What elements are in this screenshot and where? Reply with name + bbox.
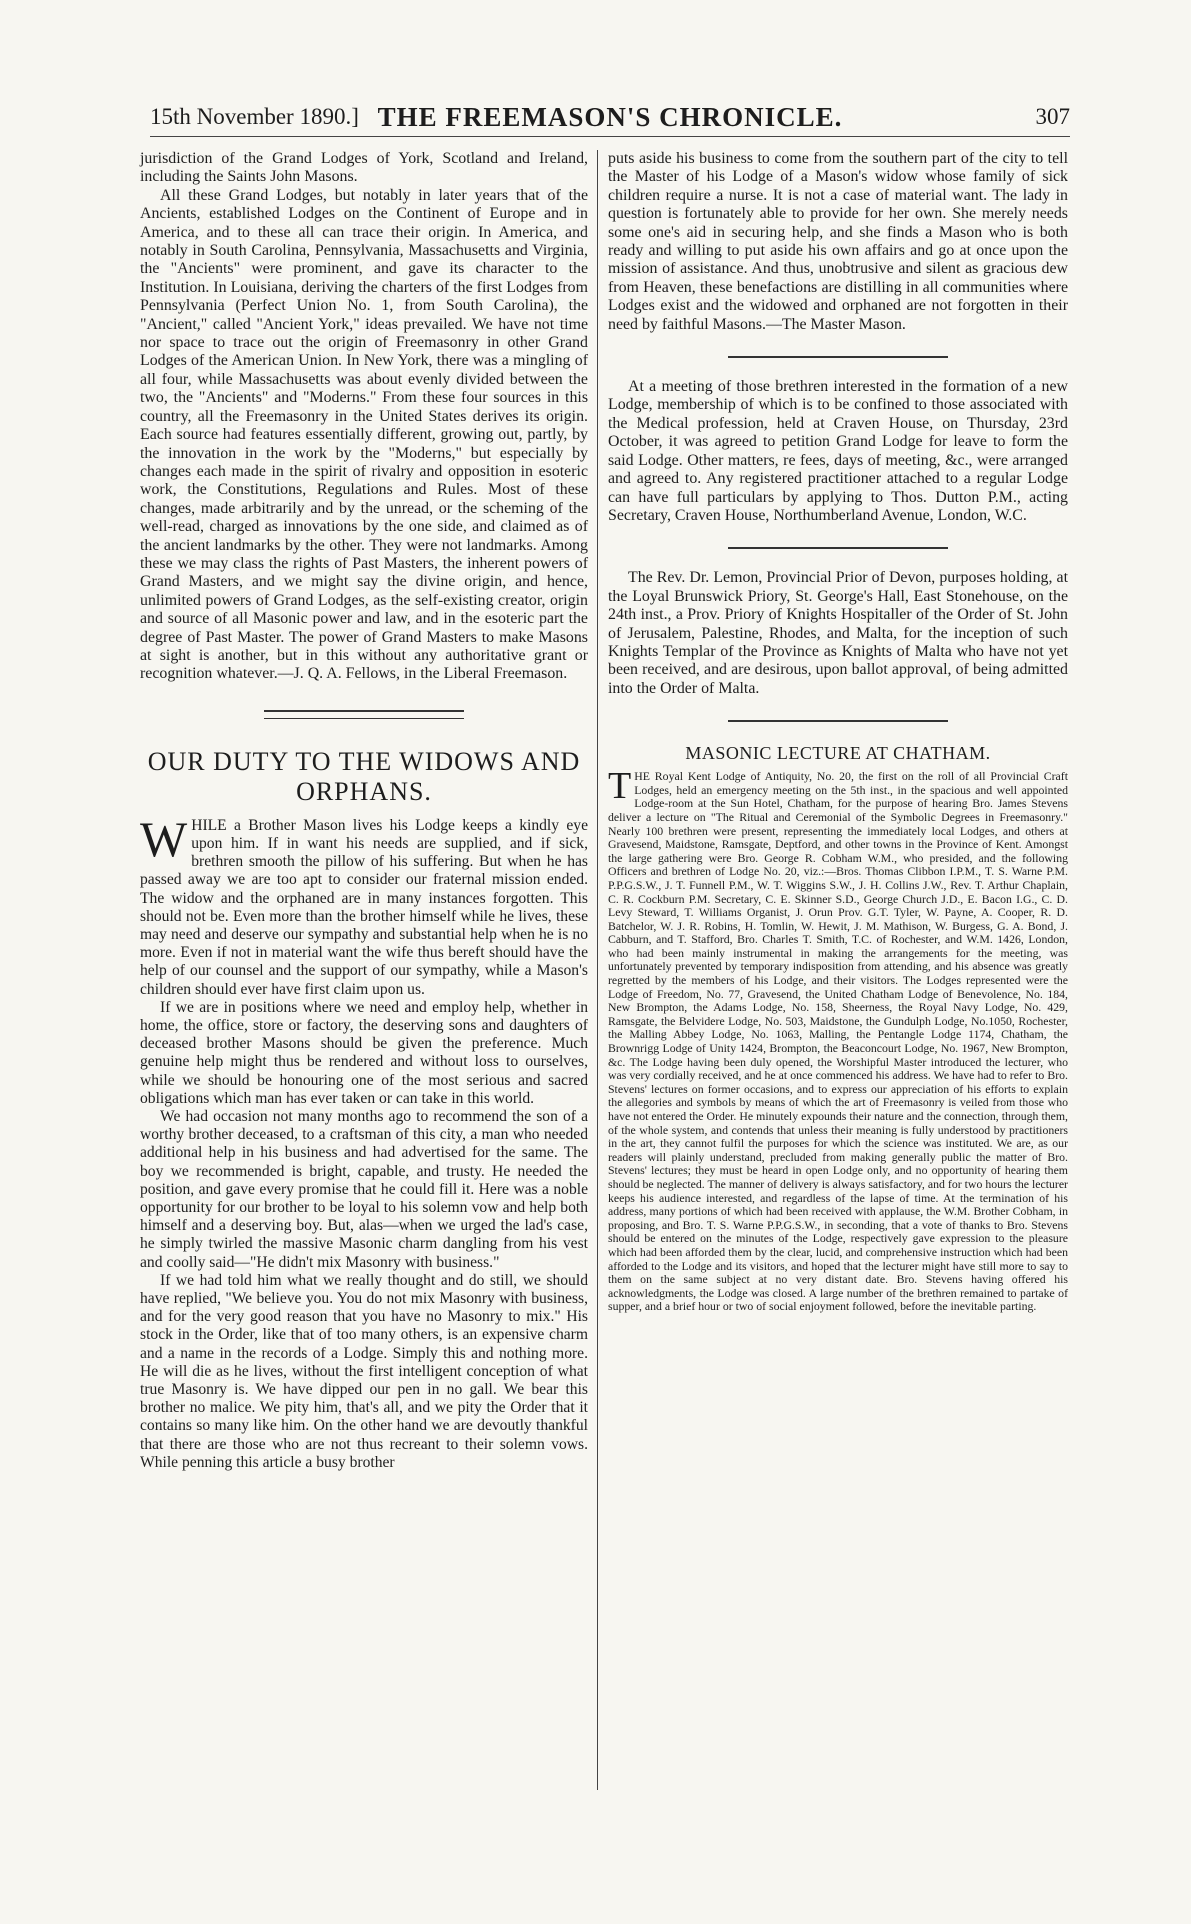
article-continuation-lead: jurisdiction of the Grand Lodges of York, Scotland and Ireland, including the Saints John Masons. [140, 150, 588, 186]
medical-lodge-notice: At a meeting of those brethren interested in the formation of a new Lodge, membership of which is to be confined to those associated with the Medical profession, held at Craven House, on Thursday, 23rd October, it was agreed to petition Grand Lodge for leave to form the said Lodge. Other matters, re fees, days of meeting, &c., were arranged and agreed to. Any registered practitioner attached to a regular Lodge can have full particulars by applying to Thos. Dutton P.M., acting Secretary, Craven House, Northumberland Avenue, London, W.C. [608, 378, 1068, 524]
article-separator [728, 547, 948, 549]
widows-paragraph-4: If we had told him what we really thought and do still, we should have replied, "We believe you. You do not mix Masonry with business, and for the very good reason that you have no Masonry to mix." His stock in the Order, like that of too many others, is an expensive charm and a name in the records of a Lodge. Simply this and nothing more. He will die as he lives, without the first intelligent conception of what true Masonry is. We have dipped our pen in no gall. We bear this brother no malice. We pity him, that's all, and we pity the Order that it contains so many like him. On the other hand we are devoutly thankful that there are those who are not thus recreant to their solemn vows. While penning this article a busy brother [140, 1271, 588, 1471]
publication-title: THE FREEMASON'S CHRONICLE. [377, 102, 843, 132]
right-column [608, 150, 1068, 1314]
article-separator [728, 356, 948, 358]
issue-date: 15th November 1890.] [150, 104, 359, 129]
column-divider [597, 150, 598, 1790]
lecture-article-heading: MASONIC LECTURE AT CHATHAM. [685, 743, 991, 764]
lecture-article-text [608, 765, 1068, 1314]
widows-paragraph-1 [140, 810, 588, 999]
article-grand-lodges-text: All these Grand Lodges, but notably in later years that of the Ancients, established Lodges on the Continent of Europe and in America, and to these all can trace their origin. In America, and notably in South Carolina, Pennsylvania, Massachusetts and Virginia, the "Ancients" were prominent, and gave its character to the Institution. In Louisiana, deriving the charters of the first Lodges from Pennsylvania (Perfect Union No. 1, from South Carolina), the "Ancient," called "Ancient York," ideas prevailed. We have not time nor space to trace out the origin of Freemasonry in other Grand Lodges of the American Union. In New York, there was a mingling of all four, while Massachusetts was about evenly divided between the two, the "Ancients" and "Moderns." From these four sources in this country, all the Freemasonry in the United States derives its origin. Each source had features essentially different, growing out, partly, by the innovation in the work by the "Moderns," but especially by changes each made in the spirit of rivalry and opposition in esoteric work, the Constitutions, Regulations and Rules. Most of these changes, made arbitrarily and by the unread, or the scheming of the well-read, charged as innovations by the one side, and claimed as of the ancient landmarks by the other. They were not landmarks. Among these we may class the rights of Past Masters, the inherent powers of Grand Masters, and we might say the divine origin, and hence, unlimited powers of Grand Lodges, as the self-existing creator, origin and source of all Masonic power and law, and in the esoteric part the degree of Past Master. The power of Grand Masters to make Masons at sight is another, but in this without any authoritative grant or recognition whatever.—J. Q. A. Fellows, in the Liberal Freemason. [140, 186, 588, 683]
article-separator [728, 720, 948, 722]
lecture-drop-cap: T [608, 765, 632, 808]
widows-article-heading: OUR DUTY TO THE WIDOWS AND ORPHANS. [147, 746, 581, 806]
article-separator [264, 710, 464, 719]
page-number: 307 [1035, 104, 1070, 129]
widows-paragraph-1-text: HILE a Brother Mason lives his Lodge keeps a kindly eye upon him. If in want his needs are supplied, and if sick, brethren smooth the pillow of his suffering. But when he has passed away we are too apt to consider our fraternal mission ended. The widow and the orphaned are in many instances forgotten. This should not be. Even more than the brother himself while he lives, these may need and deserve our sympathy and substantial help when he is no more. Even if not in material want the wife thus bereft should have the help of our counsel and the support of our sympathy, while a Mason's children should ever have first claim upon us. [140, 816, 588, 998]
widows-drop-cap: W [140, 810, 188, 867]
widows-article-conclusion: puts aside his business to come from the southern part of the city to tell the Master of his Lodge of a Mason's widow whose family of sick children require a nurse. It is not a case of material want. The lady in question is fortunately able to provide for her own. She merely needs some one's aid in securing help, and she finds a Mason who is both ready and willing to put aside his own affairs and go at once upon the mission of assistance. And thus, unobtrusive and silent as gracious dew from Heaven, these benefactions are distilling in all communities where Lodges exist and the widowed and orphaned are not forgotten in their need by faithful Masons.—The Master Mason. [608, 150, 1068, 333]
page-header [150, 102, 1070, 137]
left-column [140, 150, 588, 1472]
widows-paragraph-2: If we are in positions where we need and employ help, whether in home, the office, store or factory, the deserving sons and daughters of deceased brother Masons should be given the preference. Much genuine help might thus be rendered and without loss to ourselves, while we should be honouring one of the most serious and sacred obligations which man has ever taken or can take in this world. [140, 998, 588, 1107]
priory-notice: The Rev. Dr. Lemon, Provincial Prior of Devon, purposes holding, at the Loyal Brunswick Priory, St. George's Hall, East Stonehouse, on the 24th inst., a Prov. Priory of Knights Hospitaller of the Order of St. John of Jerusalem, Palestine, Rhodes, and Malta, for the inception of such Knights Templar of the Province as Knights of Malta who have not yet been received, and are desirous, upon ballot approval, of being admitted into the Order of Malta. [608, 569, 1068, 697]
widows-paragraph-3: We had occasion not many months ago to recommend the son of a worthy brother deceased, to a craftsman of this city, a man who needed additional help in his business and had advertised for the same. The boy we recommended is bright, capable, and trusty. He needed the position, and gave every promise that he could fill it. Here was a noble opportunity for our brother to be loyal to his solemn vow and help both himself and a deserving boy. But, alas—when we urged the lad's case, he simply twirled the massive Masonic charm dangling from his vest and coolly said—"He didn't mix Masonry with business." [140, 1108, 588, 1271]
lecture-article-body: HE Royal Kent Lodge of Antiquity, No. 20, the first on the roll of all Provincial Craft Lodges, held an emergency meeting on the 5th inst., in the spacious and well appointed Lodge-room at the Sun Hotel, Chatham, for the purpose of hearing Bro. James Stevens deliver a lecture on "The Ritual and Ceremonial of the Symbolic Degrees in Freemasonry." Nearly 100 brethren were present, representing the immediately local Lodges, and others at Gravesend, Maidstone, Ramsgate, Deptford, and other towns in the Province of Kent. Amongst the large gathering were Bro. George R. Cobham W.M., who presided, and the following Officers and brethren of Lodge No. 20, viz.:—Bros. Thomas Clibbon I.P.M., T. S. Warne P.M. P.P.G.S.W., J. T. Funnell P.M., W. T. Wiggins S.W., J. H. Collins J.W., Rev. T. Arthur Chaplain, C. R. Cockburn P.M. Secretary, C. E. Skinner S.D., George Church J.D., E. Bacon I.G., C. D. Levy Steward, T. Williams Organist, J. Orun Prov. G.T. Tyler, W. Payne, A. Cooper, R. D. Batchelor, W. J. R. Robins, H. Tomlin, W. Hewit, J. M. Mathison, W. Burgess, G. A. Bond, J. Cabburn, and T. Stafford, Bro. Charles T. Smith, T.C. of Rochester, and W.M. 1426, London, who had been mainly instrumental in making the arrangements for the meeting, was unfortunately prevented by temporary indisposition from attending, and his absence was greatly regretted by the members of his Lodge, and their visitors. The Lodges represented were the Lodge of Freedom, No. 77, Gravesend, the United Chatham Lodge of Benevolence, No. 184, New Brompton, the Adams Lodge, No. 158, Sheerness, the Royal Navy Lodge, No. 429, Ramsgate, the Belvidere Lodge, No. 503, Maidstone, the Gundulph Lodge, No.1050, Rochester, the Malling Abbey Lodge, No. 1063, Malling, the Pentangle Lodge 1174, Chatham, the Brownrigg Lodge of Unity 1424, Brompton, the Beaconcourt Lodge, No. 1967, New Brompton, &c. The Lodge having been duly opened, the Worshipful Master introduced the lecturer, who was very cordially received, and he at once commenced his address. We have had to refer to Bro. Stevens' lectures on former occasions, and to express our appreciation of his efforts to explain the allegories and symbols by means of which the art of Freemasonry is veiled from those who have not entered the Order. He minutely expounds their nature and the connection, through them, of the whole system, and contends that unless their meaning is fully understood by practitioners in the art, they cannot fulfil the purposes for which the science was instituted. We are, as our readers will plainly understand, precluded from making generally public the matter of Bro. Stevens' lectures; they must be heard in open Lodge only, and no opportunity of hearing them should be neglected. The manner of delivery is always satisfactory, and for two hours the lecturer keeps his audience interested, and regardless of the lapse of time. At the termination of his address, many portions of which had been received with applause, the W.M. Brother Cobham, in proposing, and Bro. T. S. Warne P.P.G.S.W., in seconding, that a vote of thanks to Bro. Stevens should be entered on the minutes of the Lodge, respectively gave expression to the pleasure which had been afforded them by the clear, lucid, and comprehensive instruction which had been afforded to the Lodge and its visitors, and hoped that the lecturer might have still more to say to them on the same subject at no very distant date. Bro. Stevens having offered his acknowledgments, the Lodge was closed. A large number of the brethren remained to partake of supper, and a brief hour or two of social enjoyment followed, before the inevitable parting. [608, 769, 1068, 1314]
